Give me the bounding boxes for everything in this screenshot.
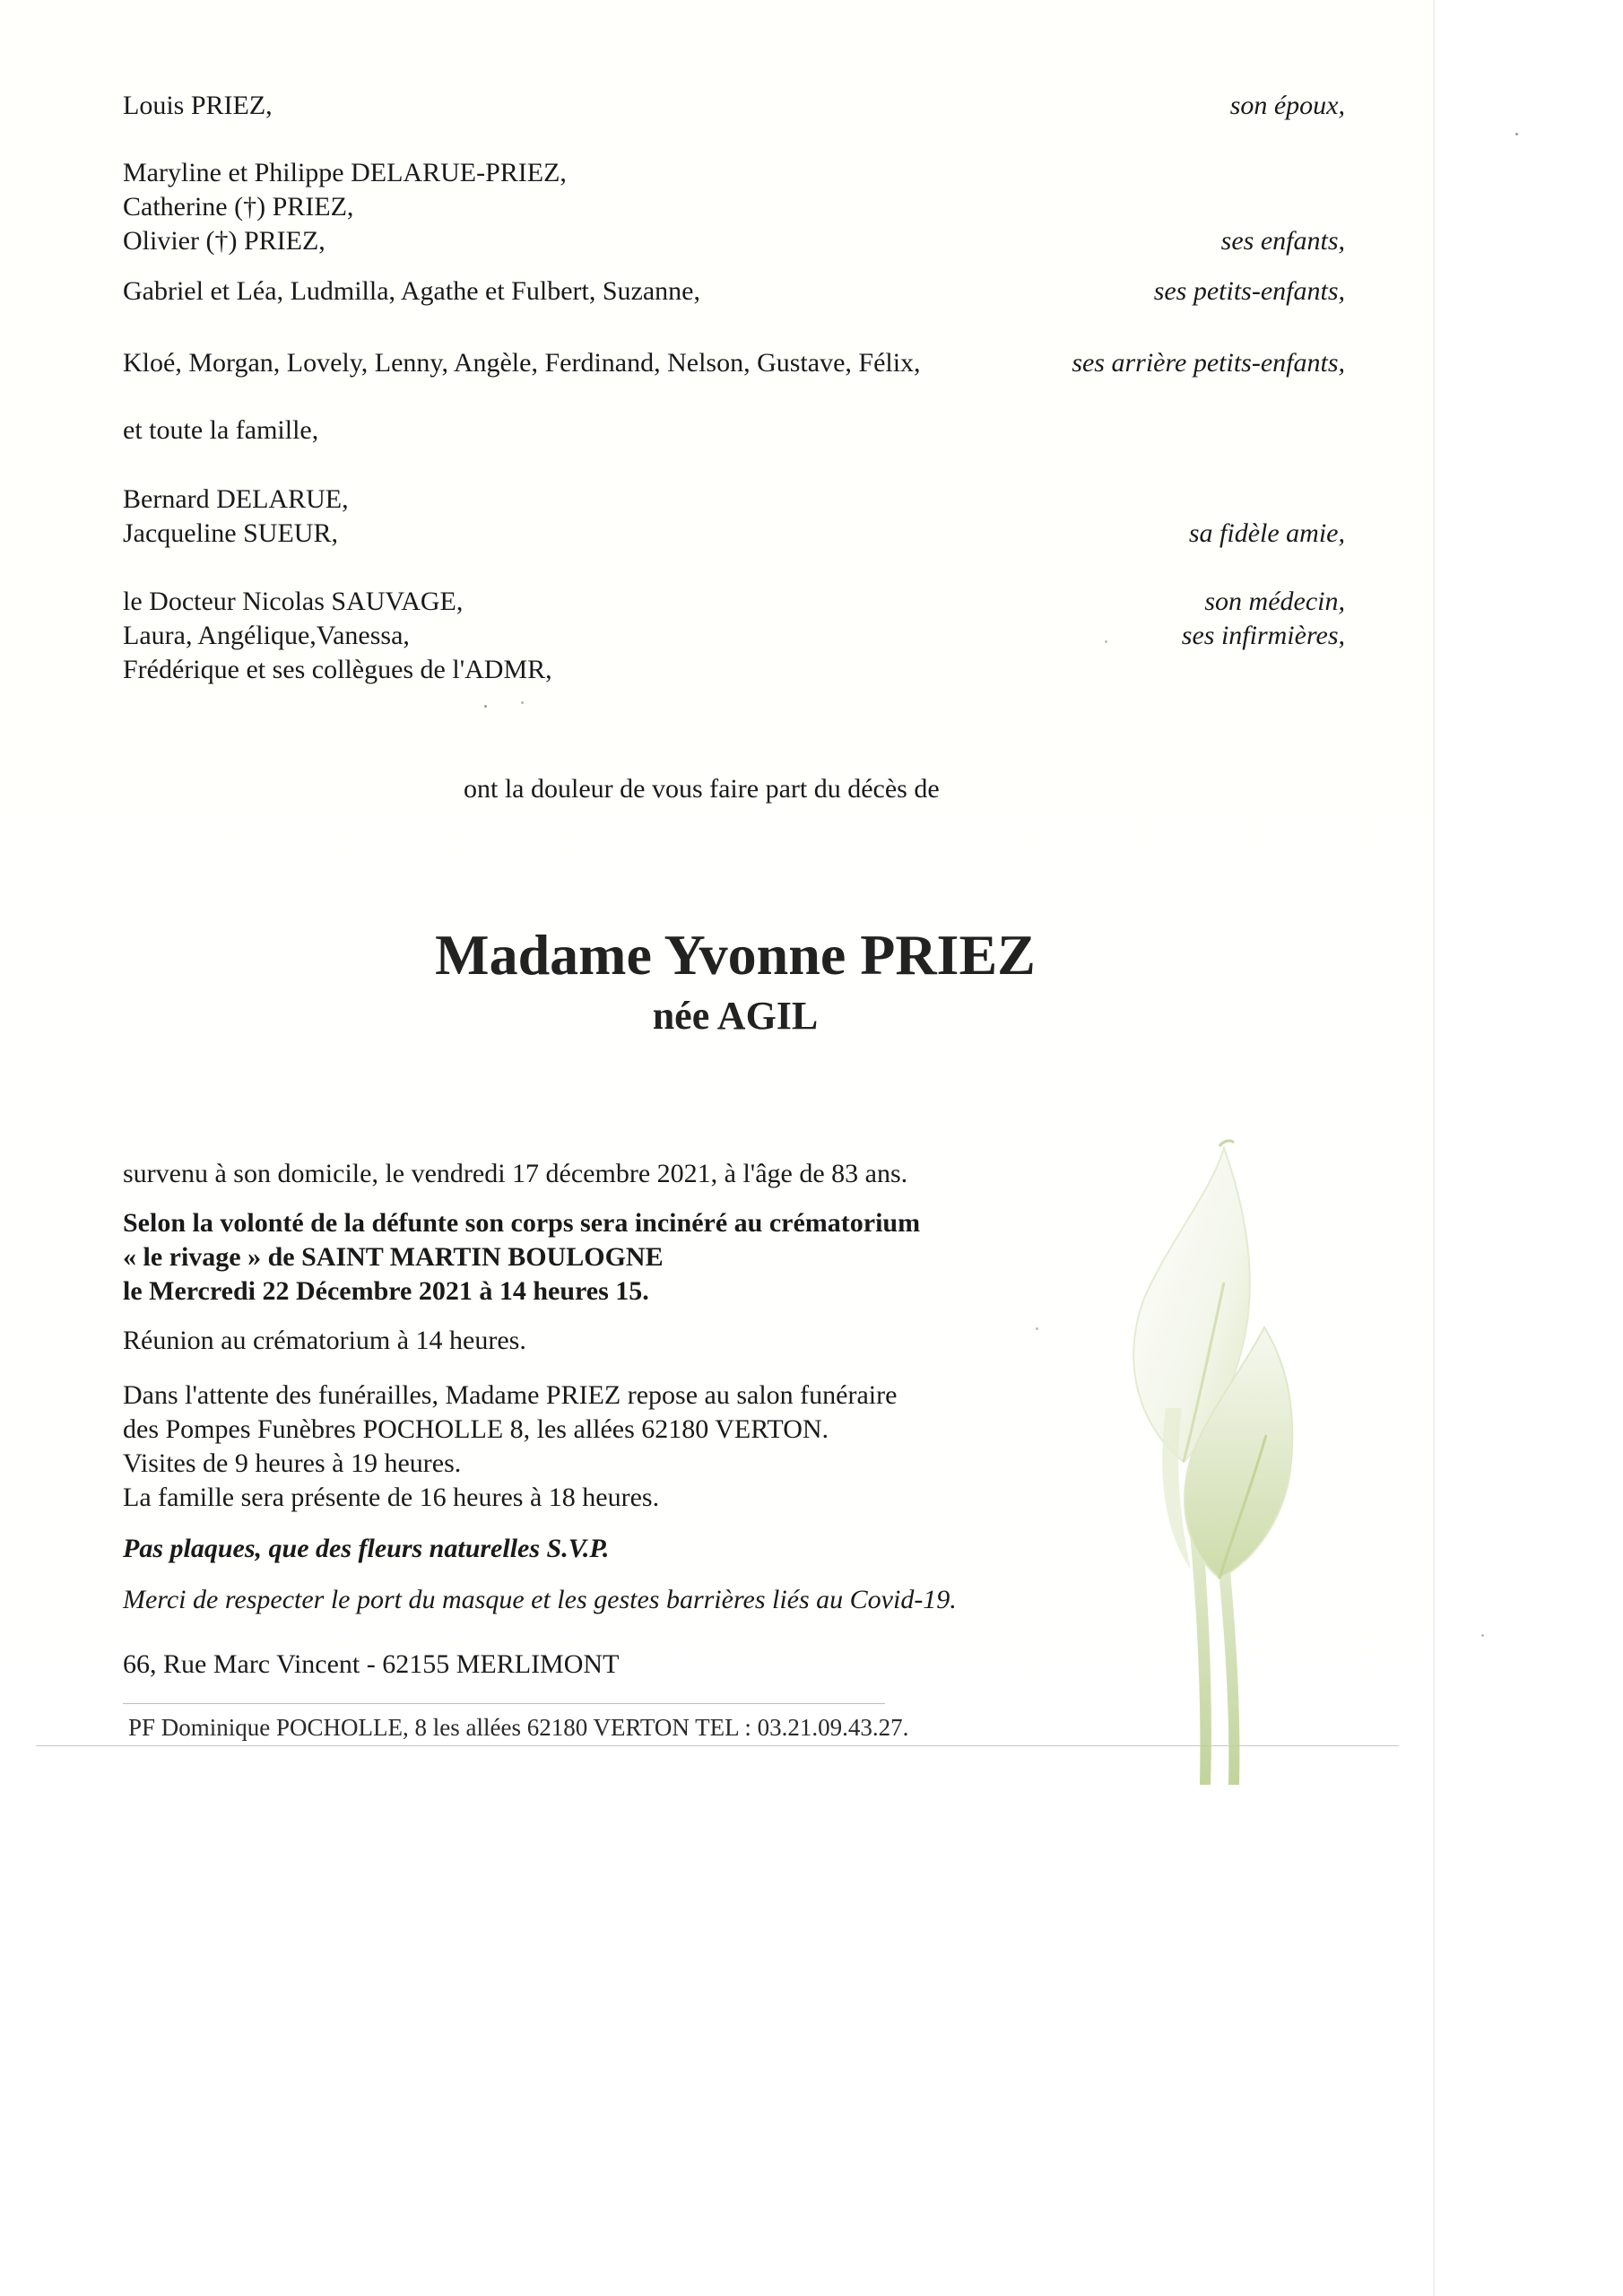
scan-speck [1481,1634,1484,1637]
viewing-line: Dans l'attente des funérailles, Madame PRIEZ repose au salon funéraire [123,1380,898,1410]
family-role: ses arrière petits-enfants, [1072,348,1345,378]
meeting-info: Réunion au crématorium à 14 heures. [123,1326,526,1355]
scan-edge [1433,0,1435,2296]
family-name: Bernard DELARUE, [123,484,349,514]
family-row-great-grandchildren [123,345,1345,381]
family-role: son époux, [1229,91,1345,120]
family-name: et toute la famille, [123,415,319,445]
viewing-line: des Pompes Funèbres POCHOLLE 8, les allées 62180 VERTON. [123,1414,829,1444]
family-role: son médecin, [1204,587,1345,616]
footer-rule-top [123,1703,885,1704]
viewing-line: La famille sera présente de 16 heures à 18 heures. [123,1483,660,1512]
scan-speck [1515,133,1518,135]
scan-speck [1105,640,1107,643]
family-row-children [123,223,1345,259]
family-name: Kloé, Morgan, Lovely, Lenny, Angèle, Ferdinand, Nelson, Gustave, Félix, [123,348,921,378]
announcement-text: ont la douleur de vous faire part du décès de [464,774,940,804]
family-role: sa fidèle amie, [1188,518,1345,548]
family-name: Maryline et Philippe DELARUE-PRIEZ, [123,158,567,187]
covid-note: Merci de respecter le port du masque et les gestes barrières liés au Covid-19. [123,1585,957,1614]
cremation-line: Selon la volonté de la défunte son corps sera incinéré au crématorium [123,1208,921,1238]
viewing-line: Visites de 9 heures à 19 heures. [123,1448,462,1478]
family-role: ses infirmières, [1181,621,1345,650]
family-role: ses enfants, [1220,226,1345,256]
family-name: Laura, Angélique,Vanessa, [123,621,410,650]
deceased-maiden-name: née AGIL [652,994,819,1038]
family-row-spouse [123,88,1345,124]
family-name: Frédérique et ses collègues de l'ADMR, [123,655,552,684]
family-name: Jacqueline SUEUR, [123,518,338,548]
flowers-note: Pas plaques, que des fleurs naturelles S.V.P. [123,1534,610,1563]
cremation-line: « le rivage » de SAINT MARTIN BOULOGNE [123,1242,664,1272]
cremation-line: le Mercredi 22 Décembre 2021 à 14 heures 15. [123,1276,649,1306]
family-name: Louis PRIEZ, [123,91,273,120]
funeral-home-footer: PF Dominique POCHOLLE, 8 les allées 62180 VERTON TEL : 03.21.09.43.27. [128,1714,909,1741]
family-name: Olivier (†) PRIEZ, [123,226,325,256]
address: 66, Rue Marc Vincent - 62155 MERLIMONT [123,1649,620,1679]
family-name: Gabriel et Léa, Ludmilla, Agathe et Fulbert, Suzanne, [123,276,700,306]
scan-speck [521,701,524,704]
family-role: ses petits-enfants, [1153,276,1345,306]
family-row-friend [123,516,1345,552]
family-row-grandchildren [123,274,1345,309]
family-name: Catherine (†) PRIEZ, [123,192,354,222]
deceased-name: Madame Yvonne PRIEZ [435,923,1036,987]
scan-speck [1036,1327,1038,1330]
family-row-doctor [123,584,1345,620]
death-notice: survenu à son domicile, le vendredi 17 décembre 2021, à l'âge de 83 ans. [123,1159,908,1188]
family-name: le Docteur Nicolas SAUVAGE, [123,587,464,616]
calla-lily-illustration [1031,1139,1417,1785]
scan-speck [484,705,487,708]
family-row-nurses [123,618,1345,654]
